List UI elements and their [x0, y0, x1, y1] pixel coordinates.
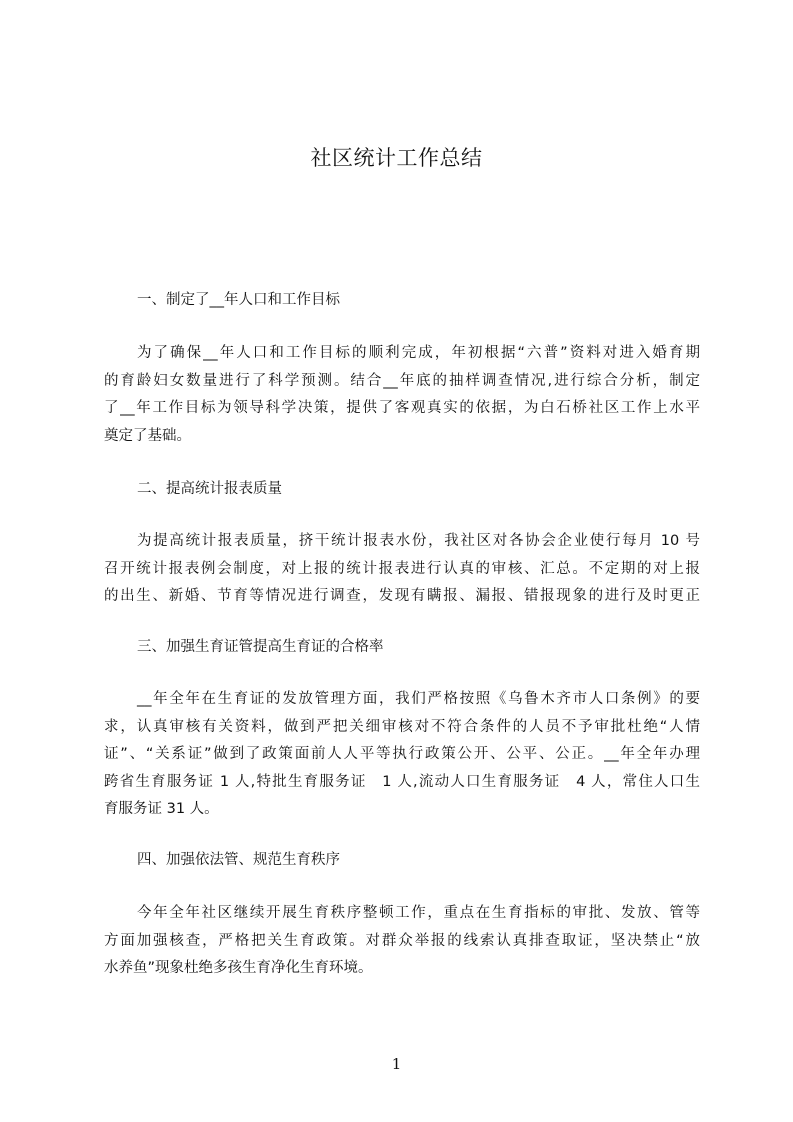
section-heading-3: 三、加强生育证管提高生育证的合格率	[137, 639, 384, 655]
paragraph-line: 的育龄妇女数量进行了科学预测。结合__年底的抽样调查情况,进行综合分析，制定	[104, 372, 700, 389]
document-title: 社区统计工作总结	[310, 146, 483, 170]
page-number: 1	[391, 1055, 402, 1073]
section-heading-4: 四、加强依法管、规范生育秩序	[137, 852, 340, 868]
paragraph-line: __年全年在生育证的发放管理方面，我们严格按照《乌鲁木齐市人口条例》的要	[137, 691, 700, 707]
section-paragraph-2	[104, 528, 700, 611]
section-paragraph-3	[104, 686, 700, 824]
section-paragraph-1	[104, 340, 700, 450]
paragraph-line: 求，认真审核有关资料，做到严把关细审核对不符合条件的人员不予审批杜绝“人情	[104, 718, 700, 735]
paragraph-line: 证”、“关系证”做到了政策面前人人平等执行政策公开、公平、公正。__年全年办理	[104, 746, 700, 762]
section-heading-1: 一、制定了__年人口和工作目标	[137, 292, 340, 308]
section-heading-2: 二、提高统计报表质量	[137, 481, 282, 497]
paragraph-line: 跨省生育服务证 1 人,特批生育服务证 1 人,流动人口生育服务证 4 人，常住人口生	[104, 773, 700, 790]
paragraph-line: 方面加强核查，严格把关生育政策。对群众举报的线索认真排查取证，坚决禁止“放	[104, 932, 700, 949]
section-paragraph-4	[104, 900, 700, 983]
paragraph-line: 水养鱼”现象杜绝多孩生育净化生育环境。	[104, 960, 373, 976]
paragraph-line: 召开统计报表例会制度，对上报的统计报表进行认真的审核、汇总。不定期的对上报	[104, 560, 700, 577]
paragraph-line: 育服务证 31 人。	[104, 801, 219, 817]
paragraph-line: 为提高统计报表质量，挤干统计报表水份，我社区对各协会企业使行每月 10 号	[137, 533, 700, 549]
paragraph-line: 奠定了基础。	[104, 427, 191, 444]
paragraph-line: 的出生、新婚、节育等情况进行调查，发现有瞒报、漏报、错报现象的进行及时更正	[104, 588, 700, 604]
paragraph-line: 为了确保__年人口和工作目标的顺利完成，年初根据“六普”资料对进入婚育期	[137, 345, 700, 361]
paragraph-line: 了__年工作目标为领导科学决策，提供了客观真实的依据，为白石桥社区工作上水平	[104, 400, 700, 416]
paragraph-line: 今年全年社区继续开展生育秩序整顿工作，重点在生育指标的审批、发放、管等	[137, 905, 700, 921]
